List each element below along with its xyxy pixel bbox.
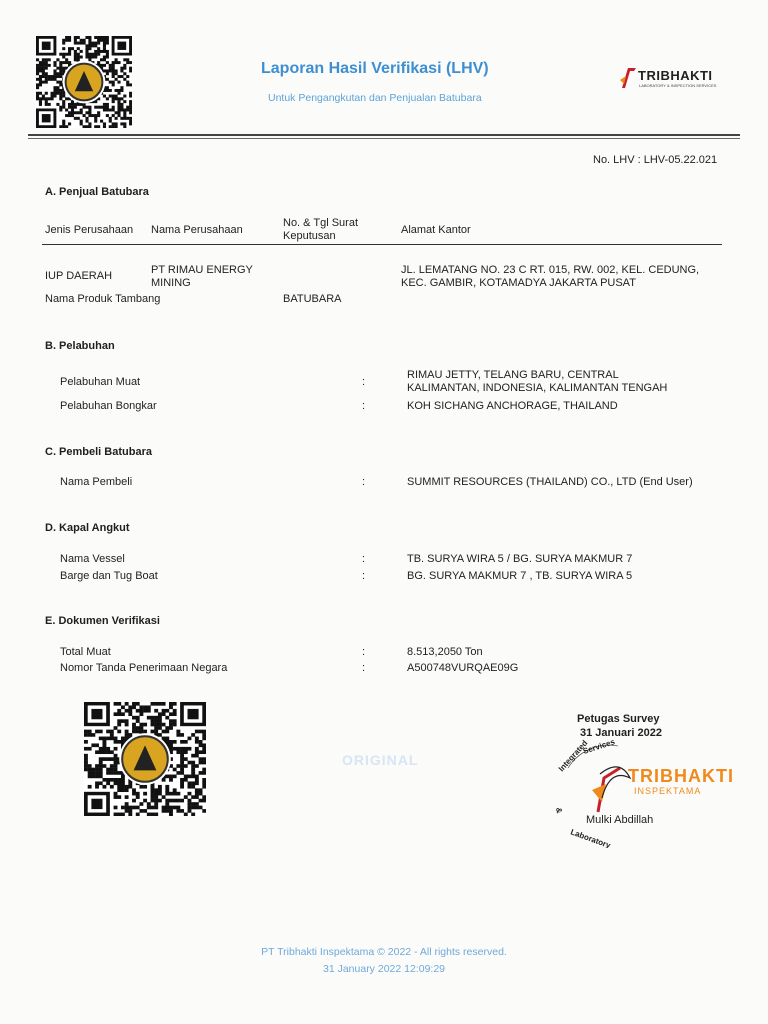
logo-text: TRIBHAKTI (638, 68, 713, 83)
original-watermark: ORIGINAL (342, 752, 419, 768)
colon: : (362, 376, 366, 388)
produk-label: Nama Produk Tambang (45, 293, 161, 305)
table-header-rule (42, 244, 722, 245)
logo-subtext: LABORATORY & INSPECTION SERVICES (639, 83, 717, 88)
stamp-brand: TRIBHAKTI (628, 766, 734, 786)
qr-code-bottom (84, 702, 206, 816)
pelabuhan-muat-line2: KALIMANTAN, INDONESIA, KALIMANTAN TENGAH (407, 382, 668, 394)
document-number: No. LHV : LHV-05.22.021 (593, 154, 718, 166)
pelabuhan-muat-line1: RIMAU JETTY, TELANG BARU, CENTRAL (407, 369, 619, 381)
svg-text:Integrated: Integrated (556, 738, 590, 774)
document-subtitle: Untuk Pengangkutan dan Penjualan Batubara (268, 92, 482, 104)
company-stamp (540, 738, 750, 848)
colon: : (362, 662, 366, 674)
nama-perusahaan-line2: MINING (151, 277, 191, 289)
nama-vessel-label: Nama Vessel (60, 553, 125, 565)
alamat-line2: KEC. GAMBIR, KOTAMADYA JAKARTA PUSAT (401, 277, 636, 289)
svg-text:Laboratory: Laboratory (569, 827, 612, 848)
nama-perusahaan-line1: PT RIMAU ENERGY (151, 264, 253, 276)
document-title: Laporan Hasil Verifikasi (LHV) (261, 60, 489, 77)
col-no-tgl-surat: No. & Tgl Surat (283, 217, 358, 229)
header-rule-2 (28, 138, 740, 139)
colon: : (362, 476, 366, 488)
nama-vessel-value: TB. SURYA WIRA 5 / BG. SURYA MAKMUR 7 (407, 553, 633, 565)
section-d-heading: D. Kapal Angkut (45, 522, 130, 534)
nama-pembeli-label: Nama Pembeli (60, 476, 133, 488)
pelabuhan-bongkar-value: KOH SICHANG ANCHORAGE, THAILAND (407, 400, 618, 412)
pelabuhan-muat-label: Pelabuhan Muat (60, 376, 141, 388)
col-nama-perusahaan: Nama Perusahaan (151, 224, 243, 236)
colon: : (362, 570, 366, 582)
barge-tug-value: BG. SURYA MAKMUR 7 , TB. SURYA WIRA 5 (407, 570, 633, 582)
colon: : (362, 400, 366, 412)
section-b-heading: B. Pelabuhan (45, 340, 115, 352)
col-alamat-kantor: Alamat Kantor (401, 224, 471, 236)
colon: : (362, 553, 366, 565)
footer-copyright: PT Tribhakti Inspektama © 2022 - All rights reserved. (261, 946, 507, 958)
stamp-sub: INSPEKTAMA (634, 786, 702, 796)
col-jenis-perusahaan: Jenis Perusahaan (45, 224, 134, 236)
signature-date: 31 Januari 2022 (580, 727, 662, 739)
total-muat-value: 8.513,2050 Ton (407, 646, 483, 658)
section-c-heading: C. Pembeli Batubara (45, 446, 152, 458)
tribhakti-logo-icon (618, 66, 638, 90)
footer-timestamp: 31 January 2022 12:09:29 (322, 963, 446, 975)
barge-tug-label: Barge dan Tug Boat (60, 570, 158, 582)
signatory-name: Mulki Abdillah (586, 814, 654, 826)
svg-text:Services: Services (581, 738, 616, 756)
section-a-heading: A. Penjual Batubara (45, 186, 149, 198)
total-muat-label: Total Muat (60, 646, 111, 658)
ntpn-value: A500748VURQAE09G (407, 662, 519, 674)
svg-text:&: & (554, 806, 564, 815)
colon: : (362, 646, 366, 658)
nama-pembeli-value: SUMMIT RESOURCES (THAILAND) CO., LTD (End User) (407, 476, 693, 488)
tribhakti-logo (618, 66, 738, 92)
signature-role: Petugas Survey (577, 713, 660, 725)
ntpn-label: Nomor Tanda Penerimaan Negara (60, 662, 228, 674)
qr-code-top (36, 36, 132, 128)
pelabuhan-bongkar-label: Pelabuhan Bongkar (60, 400, 157, 412)
jenis-perusahaan-value: IUP DAERAH (45, 270, 113, 282)
alamat-line1: JL. LEMATANG NO. 23 C RT. 015, RW. 002, KEL. CEDUNG, (401, 264, 700, 276)
produk-value: BATUBARA (283, 293, 342, 305)
section-e-heading: E. Dokumen Verifikasi (45, 615, 160, 627)
header-rule-1 (28, 134, 740, 136)
col-keputusan: Keputusan (283, 230, 336, 242)
